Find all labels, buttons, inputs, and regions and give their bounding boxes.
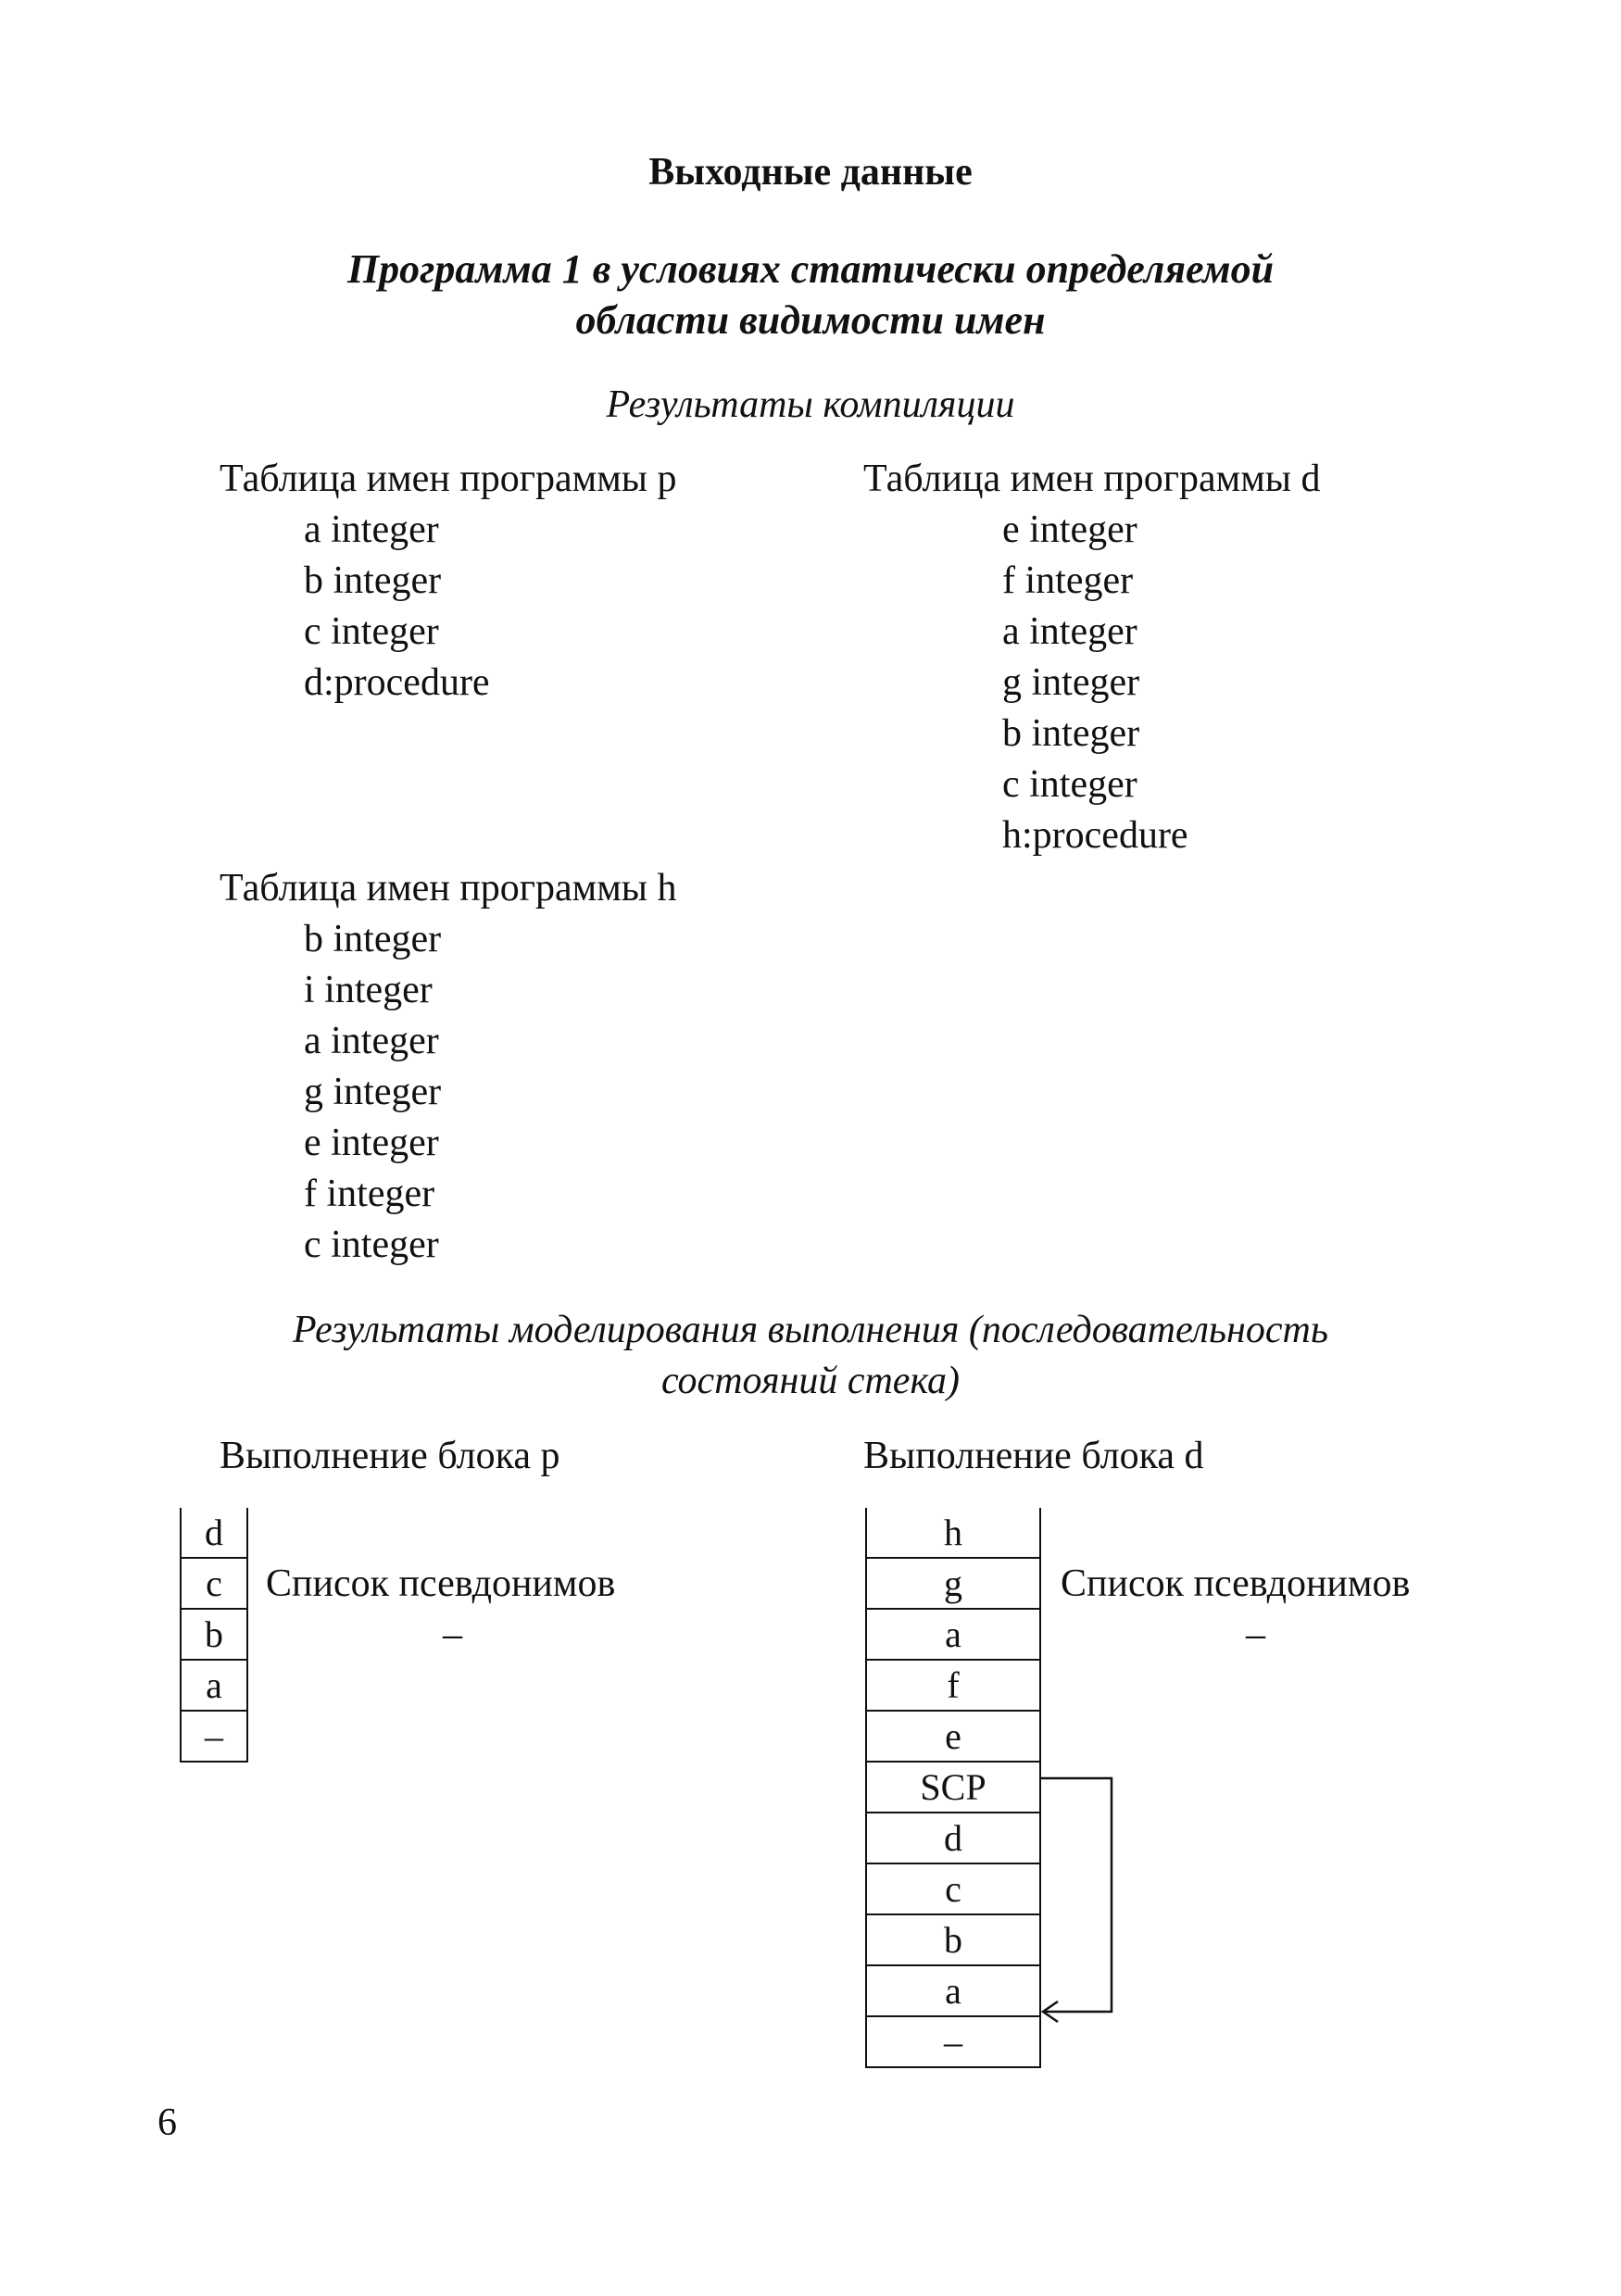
stack-cell-scp: SCP: [865, 1763, 1041, 1813]
scp-link-arrow: [1037, 1760, 1130, 2038]
table-p-entries: [304, 505, 490, 709]
stack-cell: e: [865, 1712, 1041, 1763]
stack-cell: a: [865, 1610, 1041, 1661]
stack-cell: a: [865, 1966, 1041, 2017]
table-p-heading: Таблица имен программы p: [220, 458, 677, 500]
table-h-entry: e integer: [304, 1122, 439, 1164]
table-h-entry: b integer: [304, 918, 442, 960]
table-h-entry: a integer: [304, 1020, 439, 1062]
table-h-entry: i integer: [304, 969, 433, 1011]
block-d-alias-value: –: [1246, 1613, 1265, 1656]
stack-cell: –: [180, 1712, 248, 1763]
table-d-entry: e integer: [1002, 508, 1137, 551]
table-h-entries: [304, 914, 441, 1271]
table-p-entry: b integer: [304, 559, 442, 602]
stack-cell: g: [865, 1559, 1041, 1610]
stack-cell: b: [865, 1915, 1041, 1966]
program-subtitle-line-1: Программа 1 в условиях статически определяемой: [346, 246, 1275, 292]
stack-cell: c: [865, 1864, 1041, 1915]
table-d-entry: h:procedure: [1002, 814, 1188, 857]
compilation-heading: Результаты компиляции: [606, 383, 1015, 426]
stack-cell: f: [865, 1661, 1041, 1712]
table-p-entry: c integer: [304, 610, 439, 653]
table-h-entry: c integer: [304, 1223, 439, 1266]
table-p-entry: d:procedure: [304, 661, 490, 704]
table-p-entry: a integer: [304, 508, 439, 551]
table-d-entry: g integer: [1002, 661, 1140, 704]
stack-cell: h: [865, 1508, 1041, 1559]
block-d-heading: Выполнение блока d: [863, 1435, 1204, 1477]
program-subtitle-line-2: области видимости имен: [575, 297, 1046, 343]
table-d-entry: b integer: [1002, 712, 1140, 755]
table-d-heading: Таблица имен программы d: [863, 458, 1321, 500]
page-number: 6: [157, 2102, 177, 2144]
block-p-stack: [180, 1508, 248, 1763]
execution-heading-line-2: состояний стека): [660, 1360, 961, 1402]
table-d-entry: f integer: [1002, 559, 1134, 602]
execution-heading-line-1: Результаты моделирования выполнения (последовательность: [293, 1309, 1328, 1351]
stack-cell: –: [865, 2017, 1041, 2068]
stack-cell: a: [180, 1661, 248, 1712]
table-d-entry: c integer: [1002, 763, 1137, 806]
block-p-alias-value: –: [443, 1613, 462, 1656]
block-d-alias-label: Список псевдонимов: [1061, 1562, 1411, 1605]
block-p-alias-label: Список псевдонимов: [266, 1562, 616, 1605]
block-d-stack: [865, 1508, 1041, 2068]
table-d-entries: [1002, 505, 1188, 861]
table-h-entry: f integer: [304, 1173, 435, 1215]
stack-cell: b: [180, 1610, 248, 1661]
table-h-entry: g integer: [304, 1071, 442, 1113]
stack-cell: c: [180, 1559, 248, 1610]
block-p-heading: Выполнение блока p: [220, 1435, 560, 1477]
stack-cell: d: [865, 1813, 1041, 1864]
table-h-heading: Таблица имен программы h: [220, 867, 677, 910]
page-title: Выходные данные: [648, 151, 973, 194]
stack-cell: d: [180, 1508, 248, 1559]
table-d-entry: a integer: [1002, 610, 1137, 653]
